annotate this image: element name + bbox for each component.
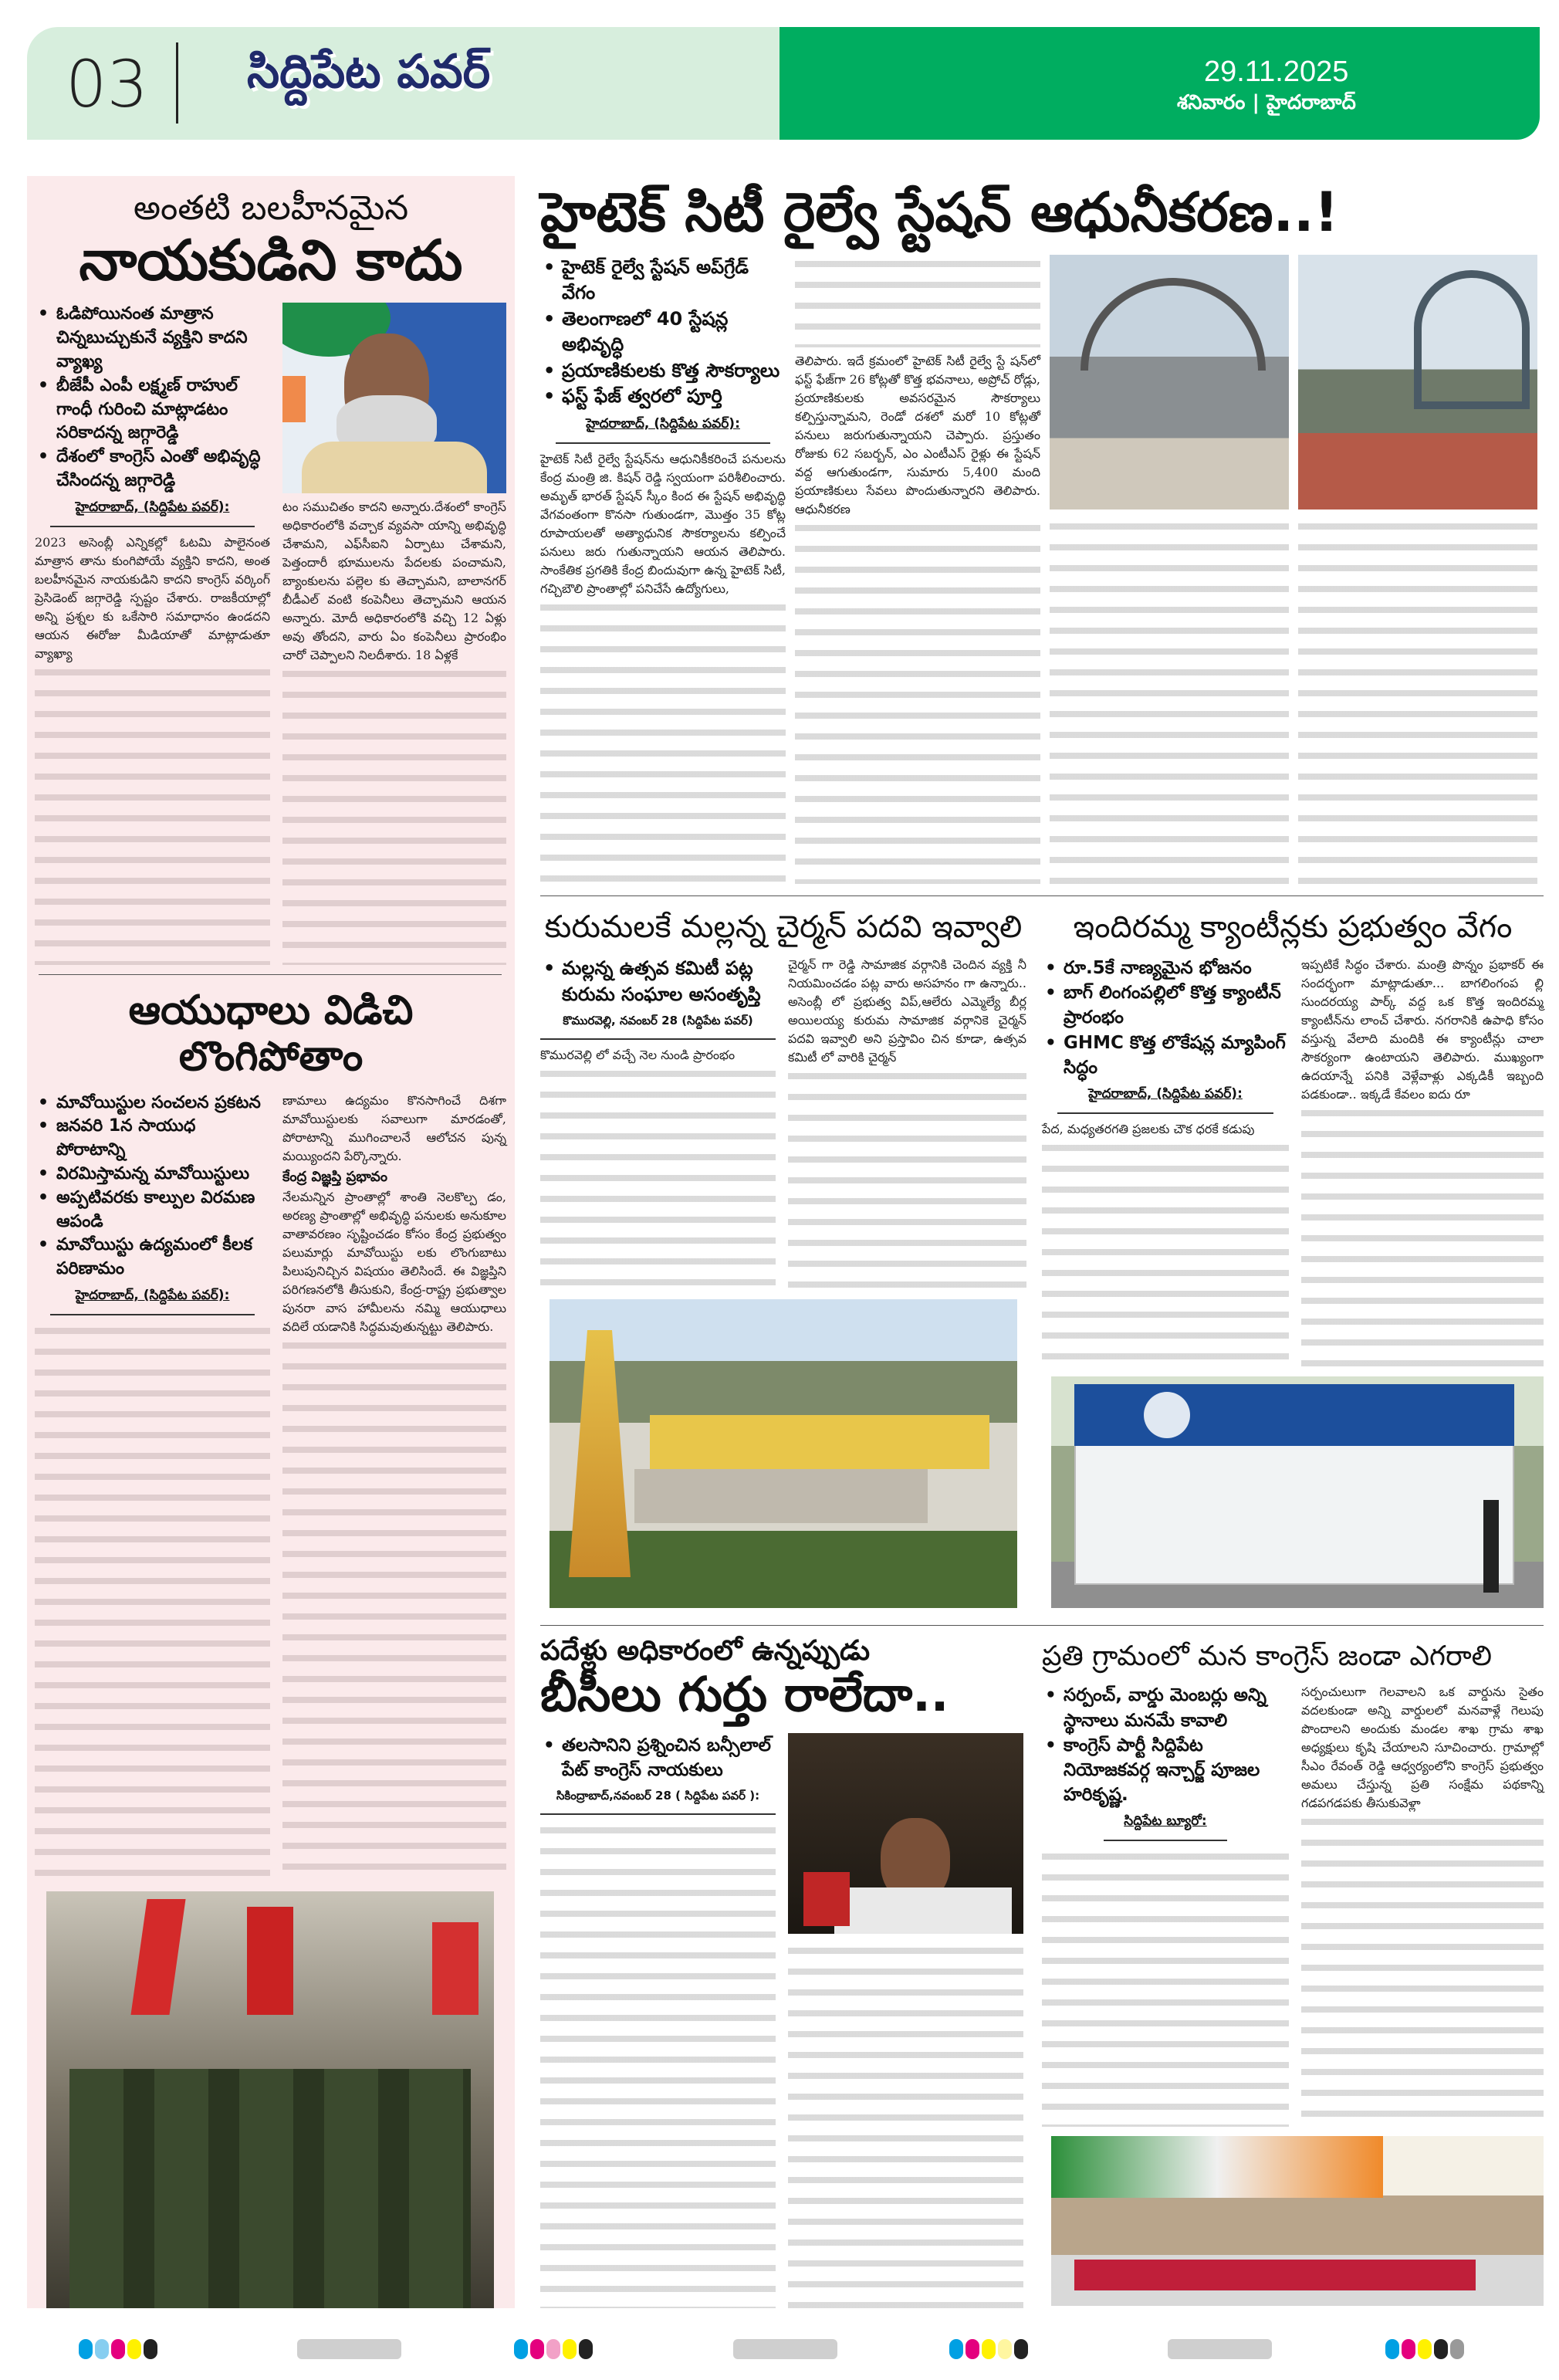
railway-article bbox=[540, 181, 1544, 884]
headline: కురుమలకే మల్లన్న చైర్మన్ పదవి ఇవ్వాలి bbox=[544, 909, 1023, 945]
bullet: • తెలంగాణలో 40 స్టేషన్ల అభివృద్ధి bbox=[540, 306, 786, 358]
dateline: కొమురవెల్లి, నవంబర్ 28 (సిద్దిపేట పవర్) bbox=[540, 1011, 776, 1040]
column bbox=[1042, 1683, 1289, 2127]
bullet: • జనవరి 1న సాయుధ పోరాటాన్ని bbox=[35, 1115, 270, 1163]
bullet: • తలసానిని ప్రశ్నించిన బన్సీలాల్ పేట్ కాంగ్రెస్ నాయకులు bbox=[540, 1733, 776, 1782]
station-photo bbox=[1298, 255, 1537, 510]
body-text bbox=[35, 1322, 270, 1884]
bullet-list bbox=[540, 1733, 776, 1782]
bullet: • బాగ్ లింగంపల్లిలో కొత్త క్యాంటీన్ ప్రారంభం bbox=[1042, 980, 1289, 1030]
bullet: • కాంగ్రెస్ పార్టీ సిద్దిపేట నియోజకవర్గ ఇన్చార్జ్ పూజల హరికృష్ణ. bbox=[1042, 1733, 1289, 1808]
bullet: • మల్లన్న ఉత్సవ కమిటీ పట్ల కురుమ సంఘాల అసంతృప్తి bbox=[540, 956, 776, 1007]
body-text-continued bbox=[788, 1942, 1023, 2308]
bullet: • ఓడిపోయినంత మాత్రాన చిన్నబుచ్చుకునే వ్యక్తిని కాదని వ్యాఖ్య bbox=[35, 303, 270, 374]
masthead-title: సిద్దిపేట పవర్ bbox=[247, 45, 491, 99]
column bbox=[1042, 956, 1289, 1367]
subheading: కేంద్ర విజ్ఞప్తి ప్రభావం bbox=[282, 1168, 387, 1185]
dateline: హైదరాబాద్, (సిద్దిపేట పవర్): bbox=[50, 1285, 255, 1315]
body-text: హైటెక్ సిటీ రైల్వే స్టేషన్‌ను ఆధునికీకరించే పనులను కేంద్ర మంత్రి జి. కిషన్ రెడ్డి స్వయంగా పరిశీలించారు. అమృత్ భారత్ స్టేషన్ స్కీం కింద ఈ స్టేషన్ అభివృద్ధి వేగవంతంగా కొనసా గుతుండగా, మొత్తం 35 కోట్ల రూపాయలతో అత్యాధునిక సౌకర్యాలను కల్పించే పనులు జరు గుతున్నాయని ఆయన తెలిపారు. సాంకేతిక ప్రగతికి కేంద్ర బిందువుగా ఉన్న హైటెక్ సిటీ, గచ్చిబౌలి ప్రాంతాల్లో పనిచేసే ఉద్యోగులు, bbox=[540, 452, 786, 597]
bullet: • మావోయిస్టు ఉద్యమంలో కీలక పరిణామం bbox=[35, 1234, 270, 1281]
bc-article bbox=[540, 1635, 1026, 2308]
dateline: సికింద్రాబాద్,నవంబర్ 28 ( సిద్దిపేట పవర్ ): bbox=[540, 1786, 776, 1815]
body-text: చైర్మన్ గా రెడ్డి సామాజిక వర్గానికి చెందిన వ్యక్తి నీ నియమించడం పట్ల వారు అసహనం గా ఉన్నారు.. అసెంబ్లీ లో ప్రభుత్వ విప్,ఆలేరు ఎమ్మెల్యే బీర్ల అయిలయ్య కురుమ సామాజిక వర్గానికె చైర్మన్ పదవి ఇవ్వాలి అని ప్రస్తావిం చిన కూడా, ఉత్సవ కమిటీ లో వారికి చైర్మన్ bbox=[788, 957, 1026, 1065]
gray-mark bbox=[297, 2339, 401, 2359]
kicker: అంతటి బలహీనమైన bbox=[133, 188, 409, 228]
meeting-photo bbox=[1051, 2136, 1544, 2306]
headline: ఇందిరమ్మ క్యాంటీన్లకు ప్రభుత్వం వేగం bbox=[1073, 909, 1513, 945]
column bbox=[1050, 255, 1289, 885]
column bbox=[282, 1092, 506, 1884]
bullet: • రూ.5కే నాణ్యమైన భోజనం bbox=[1042, 956, 1289, 980]
body-text: నేలమన్నిన ప్రాంతాల్లో శాంతి నెలకొల్ప డం, అరణ్య ప్రాంతాల్లో అభివృద్ధి పనులకు అనుకూల వాతావరణం సృష్టించడం కోసం కేంద్ర ప్రభుత్వం పలుమార్లు మావోయిస్టు లకు లొంగుబాటు పిలుపునిచ్చిన విషయం తెలిసిందే. ఈ విజ్ఞప్తిని పరిగణనలోకి తీసుకుని, కేంద్ర-రాష్ట్ర ప్రభుత్వాల పునరా వాస హామీలను నమ్మి ఆయుధాలు వదిలే యడానికి సిద్ధమవుతున్నట్టు తెలిపారు. bbox=[282, 1189, 506, 1334]
bullet: • అప్పటివరకు కాల్పుల విరమణ ఆపండి bbox=[35, 1187, 270, 1234]
column bbox=[35, 1092, 270, 1884]
kuruma-article bbox=[540, 909, 1026, 1608]
article-columns bbox=[35, 303, 507, 965]
body-text bbox=[540, 1821, 776, 2308]
page-number: 03 bbox=[66, 46, 148, 122]
headline: హైటెక్ సిటీ రైల్వే స్టేషన్ ఆధునీకరణ..! bbox=[540, 181, 1339, 244]
body-text: ణామాలు ఉద్యమం కొనసాగించే దిశగా మావోయిస్టులకు సవాలుగా మారడంతో, పోరాటాన్ని ముగించాలనే ఆలోచన పున్న మయ్యిందని పేర్కొన్నారు. bbox=[282, 1092, 506, 1163]
bullet-list bbox=[540, 255, 786, 411]
body-text: 2023 అసెంబ్లీ ఎన్నికల్లో ఓటమి పాలైనంత మాత్రాన తాను కుంగిపోయే వ్యక్తిని కాదని, అంత బలహీనమైన నాయకుడిని కాదని కాంగ్రెస్ వర్కింగ్ ప్రెసిడెంట్ జగ్గారెడ్డి స్పష్టం చేశారు. రాజకీయాల్లో అన్ని ప్రశ్నల కు ఒకేసారి సమాధానం ఉండదని ఆయన ఈరోజు మీడియాతో మాట్లాడుతూ వ్యాఖ్యా bbox=[35, 534, 270, 661]
bullet-list bbox=[1042, 956, 1289, 1080]
body-text: ఇప్పటికే సిద్ధం చేశారు. మంత్రి పొన్నం ప్రభాకర్ ఈ సందర్భంగా మాట్లాడుతూ... బాగలింగంప ల్లి సుందరయ్య పార్క్ వద్ద ఒక కొత్త ఇందిరమ్మ క్యాంటీన్‌ను లాంచ్ చేశారు. నగరానికి ఉపాధి కోసం వస్తున్న వేలాది మందికి ఈ క్యాంటీన్లు చాలా సౌకర్యంగా ఉంటాయని తెలిపారు. ముఖ్యంగా ఉదయాన్నే పనికి వెళ్లేవాళ్లు ఎక్కడికీ ఇబ్బంది పడకుండా.. ఇక్కడే కేవలం ఐదు రూ bbox=[1301, 957, 1544, 1102]
column bbox=[1301, 1683, 1544, 2127]
bullet-list bbox=[35, 1092, 270, 1281]
dateline: హైదరాబాద్, (సిద్దిపేట పవర్): bbox=[1057, 1083, 1273, 1114]
issue-date: 29.11.2025 bbox=[1204, 56, 1349, 88]
article-columns bbox=[540, 1733, 1026, 2308]
bullet: • విరమిస్తామన్న మావోయిస్టులు bbox=[35, 1163, 270, 1187]
kicker: పదేళ్లు అధికారంలో ఉన్నప్పుడు bbox=[540, 1635, 871, 1667]
headline: ఆయుధాలు విడిచి లొంగిపోతాం bbox=[128, 987, 414, 1080]
body-text-continued bbox=[1301, 1104, 1544, 1367]
gray-mark bbox=[733, 2339, 837, 2359]
column bbox=[795, 255, 1040, 885]
body-text-continued bbox=[795, 519, 1040, 885]
body-text: సర్పంచులుగా గెలవాలని ఒక వార్డును సైతం వదలకుండా అన్ని వార్డులలో మనవాళ్లే గెలుపు పొందాలని అందుకు మండల శాఖ గ్రామ శాఖ అధ్యక్షులు కృషి చేయాలని సూచించారు. గ్రామాల్లో సీఎం రేవంత్ రెడ్డి ఆధ్వర్యంలోని కాంగ్రెస్ ప్రభుత్వం అమలు చేస్తున్న ప్రతి సంక్షేమ పథకాన్ని గడపగడపకు తీసుకువెళ్లా bbox=[1301, 1684, 1544, 1811]
bullet: • GHMC కొత్త లొకేషన్ల మ్యాపింగ్ సిద్ధం bbox=[1042, 1031, 1289, 1080]
registration-mark bbox=[1385, 2339, 1466, 2362]
bullet-list bbox=[1042, 1683, 1289, 1807]
leader-article bbox=[35, 189, 507, 965]
bullet: • సర్పంచ్, వార్డు మెంబర్లు అన్ని స్థానాలు మనమే కావాలి bbox=[1042, 1683, 1289, 1732]
body-text bbox=[1042, 1847, 1289, 2127]
headline: నాయకుడిని కాదు bbox=[79, 227, 463, 293]
body-text: కొమురవెల్లి లో వచ్చే నెల నుండి ప్రారంభం bbox=[540, 1048, 736, 1063]
divider bbox=[176, 42, 178, 124]
column bbox=[282, 303, 506, 965]
column bbox=[1298, 255, 1537, 885]
article-columns bbox=[35, 1092, 507, 1884]
canteen-photo bbox=[1051, 1376, 1544, 1608]
station-photo bbox=[1050, 255, 1289, 510]
body-text-continued bbox=[540, 598, 786, 884]
body-text-continued bbox=[1301, 1813, 1544, 2127]
body-text-continued bbox=[788, 1067, 1026, 1290]
column bbox=[788, 956, 1026, 1290]
bullet: • దేశంలో కాంగ్రెస్ ఎంతో అభివృద్ధి చేసిందన్న జగ్గారెడ్డి bbox=[35, 445, 270, 493]
column bbox=[35, 303, 270, 965]
issue-day-city: శనివారం | హైదరాబాద్ bbox=[1177, 91, 1356, 114]
body-text-continued bbox=[35, 663, 270, 965]
bc-photo bbox=[788, 1733, 1023, 1934]
body-text bbox=[795, 255, 1040, 347]
registration-mark bbox=[79, 2339, 160, 2362]
dateline: హైదరాబాద్, (సిద్దిపేట పవర్): bbox=[50, 496, 255, 527]
registration-mark bbox=[514, 2339, 595, 2362]
divider bbox=[39, 974, 502, 975]
body-text-continued bbox=[540, 1065, 776, 1290]
article-columns bbox=[1042, 956, 1544, 1367]
column bbox=[788, 1733, 1023, 2308]
bullet: • హైటెక్ రైల్వే స్టేషన్ అప్‌గ్రేడ్ వేగం bbox=[540, 255, 786, 306]
canteen-article bbox=[1042, 909, 1544, 1608]
headline: బీసీలు గుర్తు రాలేదా.. bbox=[540, 1666, 949, 1723]
body-text-continued bbox=[1042, 1139, 1289, 1367]
bullet: • ప్రయాణికులకు కొత్త సౌకర్యాలు bbox=[540, 358, 786, 384]
body-text bbox=[1298, 517, 1537, 885]
maoist-photo bbox=[46, 1891, 494, 2308]
date-band bbox=[780, 27, 1540, 140]
bullet: • మావోయిస్టుల సంచలన ప్రకటన bbox=[35, 1092, 270, 1116]
column bbox=[540, 956, 776, 1290]
temple-photo bbox=[550, 1299, 1017, 1608]
body-text-continued bbox=[282, 665, 506, 965]
leader-photo bbox=[282, 303, 506, 493]
body-text: తెలిపారు. ఇదే క్రమంలో హైటెక్ సిటీ రైల్వే స్టే షన్‌లో ఫస్ట్ ఫేజ్‌గా 26 కోట్లతో కొత్త భవనాలు, అప్రోచ్ రోడ్లు, ప్రయాణికులకు అవసరమైన సౌకర్యాలు కల్పిస్తున్నామని, రెండో దశలో మరో 10 కోట్లతో పనులు జరుగుతున్నాయని చెప్పారు. ప్రస్తుతం రోజుకు 62 సబర్బన్, ఎం ఎంటీఎస్ రైళ్లు ఈ స్టేషన్ వద్ద ఆగుతుండగా, సుమారు 5,400 మంది ప్రయాణికులు సేవలు పొందుతున్నారని తెలిపారు. ఆధునీకరణ bbox=[795, 353, 1040, 516]
column bbox=[540, 1733, 776, 2308]
dateline: సిద్దిపేట బ్యూరో: bbox=[1104, 1810, 1227, 1841]
divider bbox=[540, 1625, 1544, 1626]
bullet: • బీజేపీ ఎంపీ లక్ష్మణ్ రాహుల్ గాంధీ గురించి మాట్లాడటం సరికాదన్న జగ్గారెడ్డి bbox=[35, 374, 270, 445]
gray-mark bbox=[1168, 2339, 1272, 2359]
body-text bbox=[1050, 517, 1289, 885]
column bbox=[540, 255, 786, 885]
body-text-continued bbox=[282, 1336, 506, 1884]
dateline: హైదరాబాద్, (సిద్దిపేట పవర్): bbox=[556, 413, 770, 444]
body-text: పేద, మధ్యతరగతి ప్రజలకు చౌక ధరకే కడుపు bbox=[1042, 1121, 1255, 1136]
article-columns bbox=[540, 956, 1026, 1290]
column bbox=[1301, 956, 1544, 1367]
body-text: టం సముచితం కాదని అన్నారు.దేశంలో కాంగ్రెస్ అధికారంలోకి వచ్చాక వ్యవసా యాన్ని అభివృద్ధి చేశామని, ఎఫ్‌సీఐని ఏర్పాటు చేశామని, పెత్తందారీ భూములను పేదలకు పంచామని, బ్యాంకులను పల్లెల కు తెచ్చామని, బాలానగర్ బీడీఎల్ వంటి కంపెనీలు తెచ్చామని ఆయన అన్నారు. మోదీ అధికారంలోకి వచ్చి 12 ఏళ్లు అవు తోందని, వారు ఏం కంపెనీలు ప్రారంభిం చారో చెప్పాలని నిలదీశారు. 18 ఏళ్లకే bbox=[282, 499, 506, 663]
bullet-list bbox=[540, 956, 776, 1007]
congress-article bbox=[1042, 1640, 1544, 2306]
headline: ప్రతి గ్రామంలో మన కాంగ్రెస్ జండా ఎగరాలి bbox=[1042, 1640, 1493, 1672]
registration-mark bbox=[949, 2339, 1030, 2362]
article-columns bbox=[540, 255, 1544, 885]
maoist-article bbox=[35, 988, 507, 1884]
bullet: • ఫస్ట్ ఫేజ్ త్వరలో పూర్తి bbox=[540, 384, 786, 410]
bullet-list bbox=[35, 303, 270, 493]
divider bbox=[540, 895, 1544, 896]
article-columns bbox=[1042, 1683, 1544, 2127]
